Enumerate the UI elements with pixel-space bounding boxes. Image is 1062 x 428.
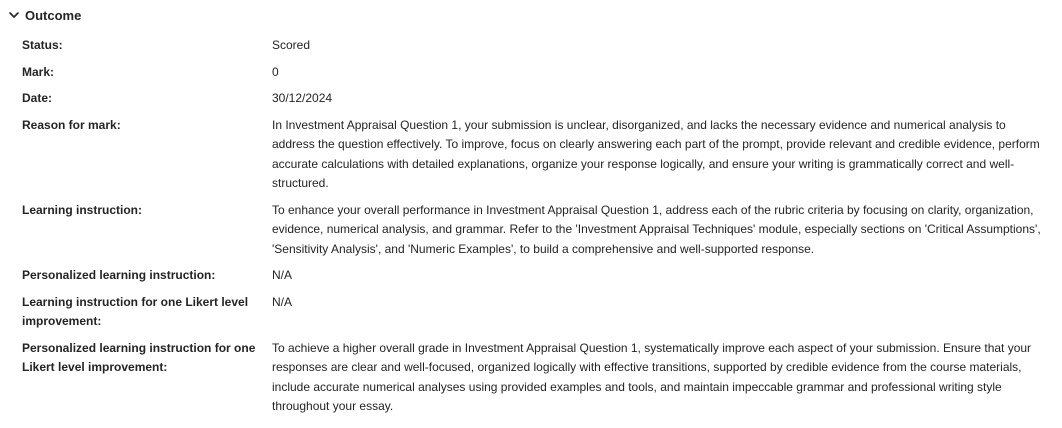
outcome-section-toggle[interactable] [7,5,81,25]
date-label: Date: [22,91,53,105]
likert-learning-instruction-label: Learning instruction for one Likert level improvement: [22,294,249,328]
mark-label: Mark: [22,64,55,79]
date-value: 30/12/2024 [272,91,333,105]
outcome-details [22,36,1052,424]
learning-instruction-value: To enhance your overall performance in Investment Appraisal Question 1, address each of the rubric criteria by focusing on clarity, organization, evidence, numerical analysis, and grammar. Refer to the 'Investment Appraisal Techniques' module, especially sections on 'Critical Assumptions', 'Sensitivity Analysis', and 'Numeric Examples', to build a comprehensive and well-supported response. [272,202,1041,256]
status-value: Scored [272,38,311,52]
likert-learning-instruction-row [22,293,1052,332]
learning-instruction-row [22,201,1052,260]
reason-label: Reason for mark: [22,117,121,132]
personalized-learning-instruction-value: N/A [272,268,293,282]
personalized-learning-instruction-row [22,266,1052,286]
reason-value: In Investment Appraisal Question 1, your submission is unclear, disorganized, and lacks the necessary evidence and numerical analysis to address the question effectively. To improve, focus on clearly answering each part of the prompt, provide relevant and credible evidence, perform accurate calculations with detailed explanations, organize your response logically, and ensure your writing is grammatically correct and well-structured. [272,117,1040,190]
section-title: Outcome [25,7,82,23]
status-label: Status: [22,38,63,52]
chevron-down-icon [7,8,21,22]
personalized-likert-learning-instruction-label: Personalized learning instruction for one Likert level improvement: [22,340,256,374]
personalized-likert-learning-instruction-value: To achieve a higher overall grade in Investment Appraisal Question 1, systematically improve each aspect of your submission. Ensure that your responses are clear and well-focused, organized logically with effective transitions, supported by credible evidence from the course materials, include accurate numerical analyses using provided examples and tools, and maintain impeccable grammar and professional writing style throughout your essay. [272,340,1032,413]
mark-value: 0 [272,64,279,79]
mark-row [22,63,1052,83]
learning-instruction-label: Learning instruction: [22,202,142,217]
likert-learning-instruction-value: N/A [272,294,293,309]
personalized-likert-learning-instruction-row [22,339,1052,417]
personalized-learning-instruction-label: Personalized learning instruction: [22,268,216,282]
reason-row [22,116,1052,194]
date-row [22,89,1052,109]
status-row [22,36,1052,56]
